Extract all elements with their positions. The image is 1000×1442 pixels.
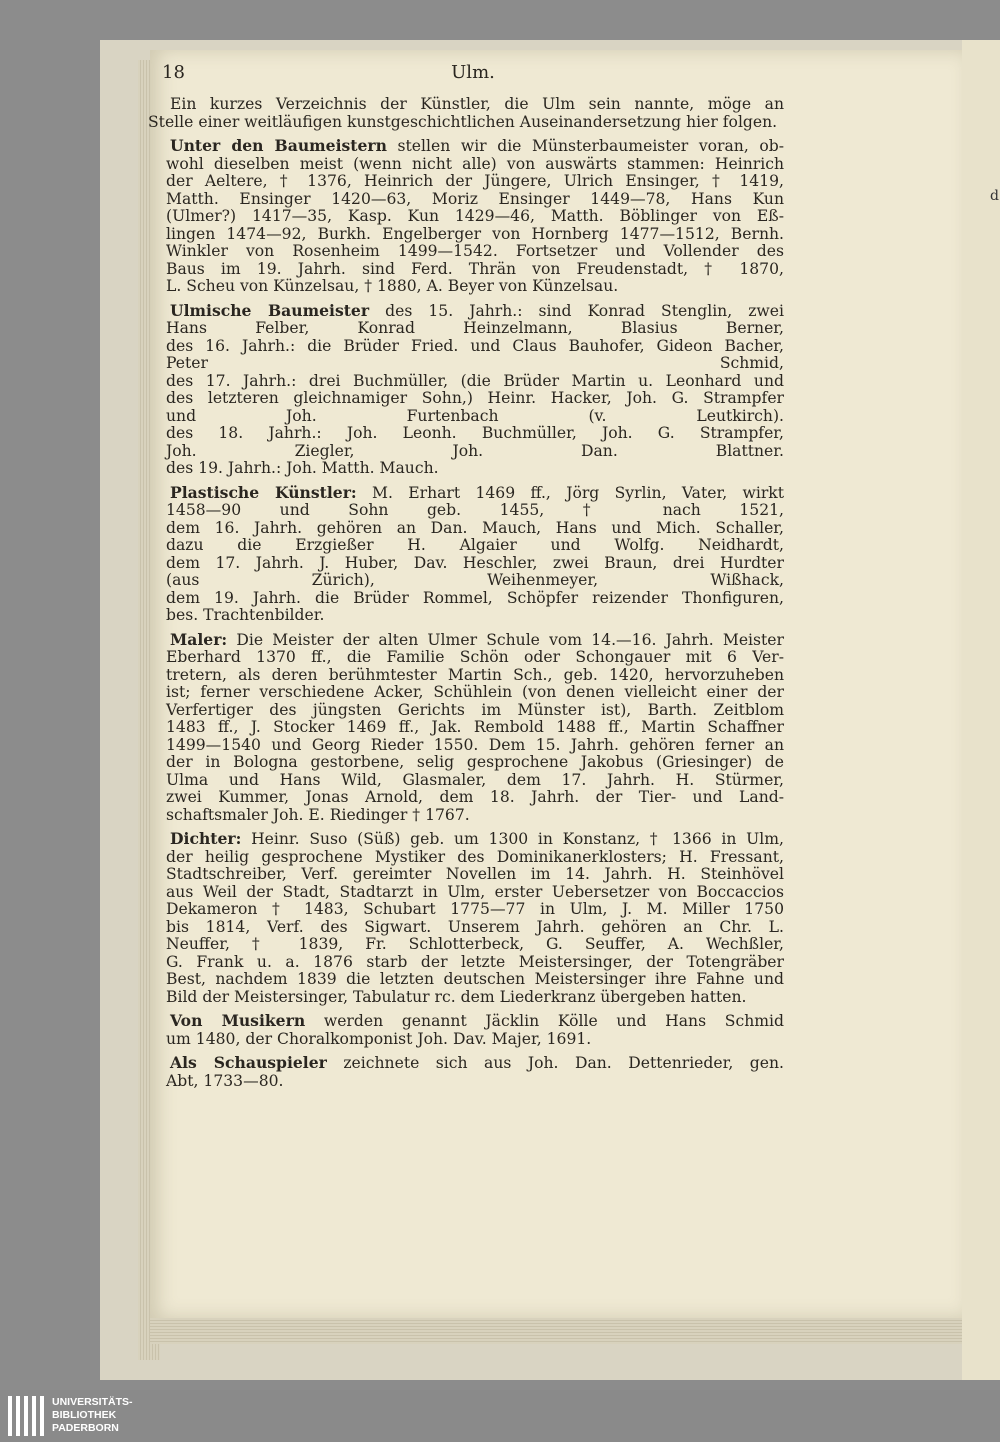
text-line: lingen 1474—92, Burkh. Engelberger von Hornberg 1477—1512, Bernh. bbox=[166, 225, 784, 243]
text-line: 1499—1540 und Georg Rieder 1550. Dem 15. Jahrh. gehören ferner an bbox=[166, 736, 784, 754]
page-number: 18 bbox=[162, 62, 185, 83]
section-heading: Als Schauspieler bbox=[170, 1054, 327, 1072]
text-line: des 18. Jahrh.: Joh. Leonh. Buchmüller, Joh. G. Strampfer, bbox=[166, 425, 784, 442]
paragraph bbox=[148, 1012, 784, 1048]
library-name-line: PADERBORN bbox=[52, 1422, 119, 1434]
library-logo-icon bbox=[8, 1396, 44, 1436]
text-line bbox=[148, 302, 784, 321]
text-line: Winkler von Rosenheim 1499—1542. Fortsetzer und Vollender des bbox=[166, 243, 784, 260]
text-line: (Ulmer?) 1417—35, Kasp. Kun 1429—46, Matth. Böblinger von Eß- bbox=[166, 208, 784, 225]
paragraph bbox=[148, 631, 784, 825]
line-text: Heinr. Suso (Süß) geb. um 1300 in Konstanz, † 1366 in Ulm, bbox=[241, 830, 784, 848]
text-line: Hans Felber, Konrad Heinzelmann, Blasius Berner, bbox=[166, 320, 784, 337]
section-heading: Maler: bbox=[170, 630, 228, 649]
library-footer bbox=[0, 1390, 1000, 1442]
text-line: Abt, 1733—80. bbox=[166, 1072, 284, 1090]
text-line: Stelle einer weitläufigen kunstgeschichtlichen Auseinandersetzung hier folgen. bbox=[148, 113, 778, 131]
text-line: G. Frank u. a. 1876 starb der letzte Meistersinger, der Totengräber bbox=[166, 953, 784, 971]
text-line: Peter Schmid, bbox=[166, 355, 784, 372]
text-line: wohl dieselben meist (wenn nicht alle) von auswärts stammen: Heinrich bbox=[166, 155, 784, 173]
line-text: des 15. Jahrh.: sind Konrad Stenglin, zwei bbox=[369, 301, 784, 320]
facing-page-edge bbox=[962, 40, 1000, 1380]
text-line: Best, nachdem 1839 die letzten deutschen Meistersinger ihre Fahne und bbox=[166, 971, 784, 988]
page-body bbox=[148, 96, 784, 1166]
line-text: zeichnete sich aus Joh. Dan. Dettenrieder, gen. bbox=[326, 1054, 784, 1072]
text-line: bis 1814, Verf. des Sigwart. Unserem Jahrh. gehören an Chr. L. bbox=[166, 918, 784, 936]
line-text: M. Erhart 1469 ff., Jörg Syrlin, Vater, wirkt bbox=[356, 483, 784, 502]
text-line bbox=[148, 484, 784, 503]
text-line: des 17. Jahrh.: drei Buchmüller, (die Brüder Martin u. Leonhard und bbox=[166, 372, 784, 390]
text-line: (aus Zürich), Weihenmeyer, Wißhack, bbox=[166, 572, 784, 589]
text-line: zwei Kummer, Jonas Arnold, dem 18. Jahrh. der Tier- und Land- bbox=[166, 789, 784, 806]
text-line: Stadtschreiber, Verf. gereimter Novellen im 14. Jahrh. H. Steinhövel bbox=[166, 866, 784, 883]
text-line: L. Scheu von Künzelsau, † 1880, A. Beyer von Künzelsau. bbox=[166, 278, 619, 295]
text-line: schaftsmaler Joh. E. Riedinger † 1767. bbox=[166, 806, 470, 824]
text-line: Baus im 19. Jahrh. sind Ferd. Thrän von Freudenstadt, † 1870, bbox=[166, 260, 784, 278]
section-heading: Von Musikern bbox=[170, 1012, 306, 1030]
text-line bbox=[148, 1054, 784, 1073]
line-text: werden genannt Jäcklin Kölle und Hans Schmid bbox=[305, 1012, 784, 1030]
running-title: Ulm. bbox=[451, 62, 495, 83]
text-line: der heilig gesprochene Mystiker des Dominikanerklosters; H. Fressant, bbox=[166, 848, 784, 866]
text-line: Neuffer, † 1839, Fr. Schlotterbeck, G. Seuffer, A. Wechßler, bbox=[166, 936, 784, 953]
text-line: des 19. Jahrh.: Joh. Matth. Mauch. bbox=[166, 460, 439, 477]
paragraph bbox=[148, 484, 784, 625]
text-line: Ulma und Hans Wild, Glasmaler, dem 17. Jahrh. H. Stürmer, bbox=[166, 771, 784, 789]
text-line: des letzteren gleichnamiger Sohn,) Heinr. Hacker, Joh. G. Strampfer bbox=[166, 390, 784, 407]
text-line: Verfertiger des jüngsten Gerichts im Münster ist), Barth. Zeitblom bbox=[166, 701, 784, 719]
text-line: Ein kurzes Verzeichnis der Künstler, die Ulm sein nannte, möge an bbox=[170, 96, 784, 113]
text-line: der in Bologna gestorbene, selig gesprochene Jakobus (Griesinger) de bbox=[166, 754, 784, 771]
text-line: dem 19. Jahrh. die Brüder Rommel, Schöpfer reizender Thonfiguren, bbox=[166, 589, 784, 607]
facing-page-fragment: d bbox=[990, 188, 999, 204]
line-text: stellen wir die Münsterbaumeister voran, ob- bbox=[386, 137, 784, 155]
text-line: dazu die Erzgießer H. Algaier und Wolfg. Neidhardt, bbox=[166, 537, 784, 554]
text-line: der Aeltere, † 1376, Heinrich der Jüngere, Ulrich Ensinger, † 1419, bbox=[166, 173, 784, 190]
text-line: Bild der Meistersinger, Tabulatur rc. dem Liederkranz übergeben hatten. bbox=[166, 988, 747, 1006]
text-line bbox=[148, 830, 784, 849]
text-line: Joh. Ziegler, Joh. Dan. Blattner. bbox=[166, 442, 784, 460]
paragraph bbox=[148, 96, 784, 131]
paragraph bbox=[148, 830, 784, 1006]
line-text: Die Meister der alten Ulmer Schule vom 14.—16. Jahrh. Meister bbox=[227, 630, 784, 649]
paragraph bbox=[148, 1054, 784, 1090]
library-name-line: UNIVERSITÄTS- bbox=[52, 1396, 133, 1408]
section-heading: Plastische Künstler: bbox=[170, 483, 357, 502]
paragraph bbox=[148, 302, 784, 478]
library-name bbox=[52, 1396, 133, 1435]
text-line: 1458—90 und Sohn geb. 1455, † nach 1521, bbox=[166, 502, 784, 519]
section-heading: Unter den Baumeistern bbox=[170, 137, 387, 155]
text-line: bes. Trachtenbilder. bbox=[166, 607, 325, 624]
text-line: Eberhard 1370 ff., die Familie Schön oder Schongauer mit 6 Ver- bbox=[166, 649, 784, 666]
text-line: um 1480, der Choralkomponist Joh. Dav. Majer, 1691. bbox=[166, 1030, 592, 1048]
text-line: des 16. Jahrh.: die Brüder Fried. und Claus Bauhofer, Gideon Bacher, bbox=[166, 337, 784, 355]
text-line bbox=[148, 631, 784, 650]
page-edges-bottom bbox=[150, 1318, 962, 1344]
text-line: tretern, als deren berühmtester Martin Sch., geb. 1420, hervorzuheben bbox=[166, 666, 784, 684]
text-line: dem 17. Jahrh. J. Huber, Dav. Heschler, zwei Braun, drei Hurdter bbox=[166, 554, 784, 572]
text-line bbox=[148, 1012, 784, 1031]
text-line: dem 16. Jahrh. gehören an Dan. Mauch, Hans und Mich. Schaller, bbox=[166, 519, 784, 537]
library-name-line: BIBLIOTHEK bbox=[52, 1409, 117, 1421]
text-line: aus Weil der Stadt, Stadtarzt in Ulm, erster Uebersetzer von Boccaccios bbox=[166, 883, 784, 901]
text-line: und Joh. Furtenbach (v. Leutkirch). bbox=[166, 407, 784, 425]
page-header bbox=[162, 62, 784, 84]
section-heading: Ulmische Baumeister bbox=[170, 301, 370, 320]
text-line: Dekameron † 1483, Schubart 1775—77 in Ulm, J. M. Miller 1750 bbox=[166, 901, 784, 918]
text-line: 1483 ff., J. Stocker 1469 ff., Jak. Rembold 1488 ff., Martin Schaffner bbox=[166, 719, 784, 736]
text-line bbox=[148, 137, 784, 156]
paragraph bbox=[148, 137, 784, 296]
text-line: Matth. Ensinger 1420—63, Moriz Ensinger 1449—78, Hans Kun bbox=[166, 190, 784, 208]
section-heading: Dichter: bbox=[170, 830, 242, 848]
text-line: ist; ferner verschiedene Acker, Schühlein (von denen vielleicht einer der bbox=[166, 684, 784, 701]
